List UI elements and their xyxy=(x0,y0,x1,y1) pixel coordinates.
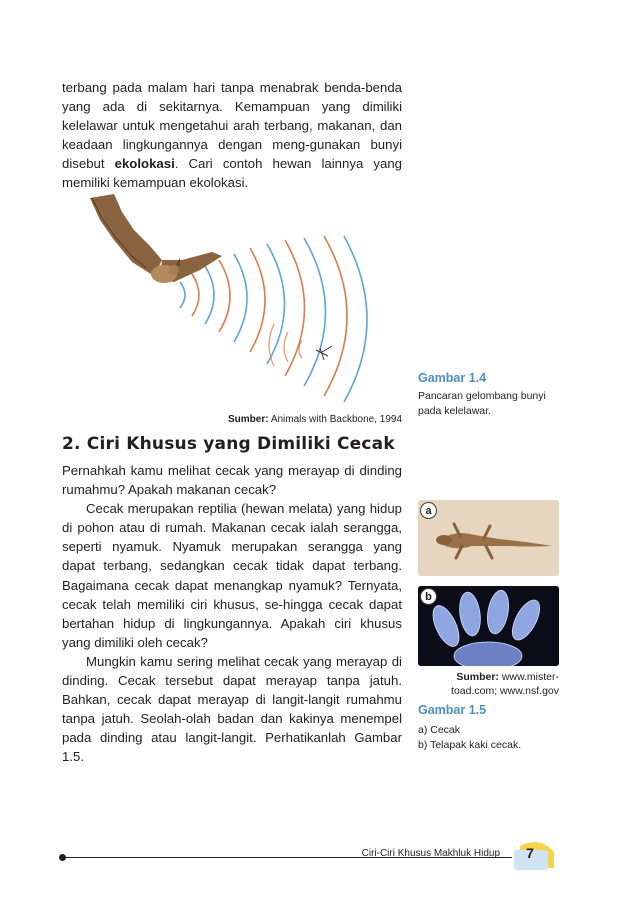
paragraph-1: Pernahkah kamu melihat cecak yang merayap di dinding rumahmu? Apakah makanan cecak? xyxy=(62,463,402,498)
bat-echolocation-illustration xyxy=(62,190,402,410)
bat-figure-source: Sumber: Animals with Backbone, 1994 xyxy=(228,414,402,425)
footer-book-title: Ciri-Ciri Khusus Makhluk Hidup xyxy=(361,848,500,859)
list-item: b) Telapak kaki cecak. xyxy=(418,739,522,751)
reflected-waves xyxy=(269,324,302,366)
paragraph-3: Mungkin kamu sering melihat cecak yang merayap di dinding. Cecak tersebut dapat merayap tanpa jatuh. Bahkan, cecak dapat merayap di langit-langit rumahmu tanpa jatuh. Seolah-olah badan dan kakinya menempel pada dinding atau langit-langit. Perhatikanlah Gambar 1.5. xyxy=(62,653,402,765)
figure-1-4-caption xyxy=(418,371,563,419)
gecko-foot-icon xyxy=(418,586,559,666)
badge-a: a xyxy=(420,502,437,519)
term-ekolokasi: ekolokasi xyxy=(114,156,175,172)
figure-1-4-title: Gambar 1.4 xyxy=(418,371,487,385)
intro-text-2: . Cari contoh hewan lainnya yang memiliki kemampuan ekolokasi. xyxy=(62,156,402,191)
figure-1-4-text: Pancaran gelombang bunyi pada kelelawar. xyxy=(418,390,546,417)
gecko-photo xyxy=(418,500,559,576)
badge-b: b xyxy=(420,588,437,605)
gecko-figure-source: Sumber: www.mister-toad.com; www.nsf.gov xyxy=(451,671,559,697)
paragraph-2: Cecak merupakan reptilia (hewan melata) yang hidup di pohon atau di rumah. Makanan cecak ialah serangga, seperti nyamuk. Nyamuk merupakan serangga yang dapat terbang, sedangkan cecak tidak dapat terbang. Bagaimana cecak dapat menangkap nyamuk? Ternyata, cecak telah memiliki ciri khusus, se-hingga cecak dapat bertahan hidup di lingkungannya. Apakah ciri khusus yang dimiliki oleh cecak? xyxy=(62,501,402,650)
figure-1-5-title: Gambar 1.5 xyxy=(418,703,487,717)
section-body xyxy=(62,461,402,767)
gecko-foot-photo xyxy=(418,586,559,666)
intro-text-1: terbang pada malam hari tanpa menabrak benda-benda yang ada di sekitarnya. Kemampuan yang dimiliki kelelawar untuk mengetahui arah terbang, makanan, dan keadaan lingkungannya dengan meng-gunakan bunyi disebut xyxy=(62,80,402,172)
figure-1-5-list xyxy=(418,723,563,753)
section-heading: 2. Ciri Khusus yang Dimiliki Cecak xyxy=(62,434,395,454)
list-item: a) Cecak xyxy=(418,724,461,736)
intro-paragraph xyxy=(62,78,402,193)
page-number: 7 xyxy=(526,845,534,861)
bat-icon xyxy=(90,194,222,283)
figure-1-5-caption xyxy=(418,703,563,753)
gecko-icon xyxy=(418,500,559,576)
